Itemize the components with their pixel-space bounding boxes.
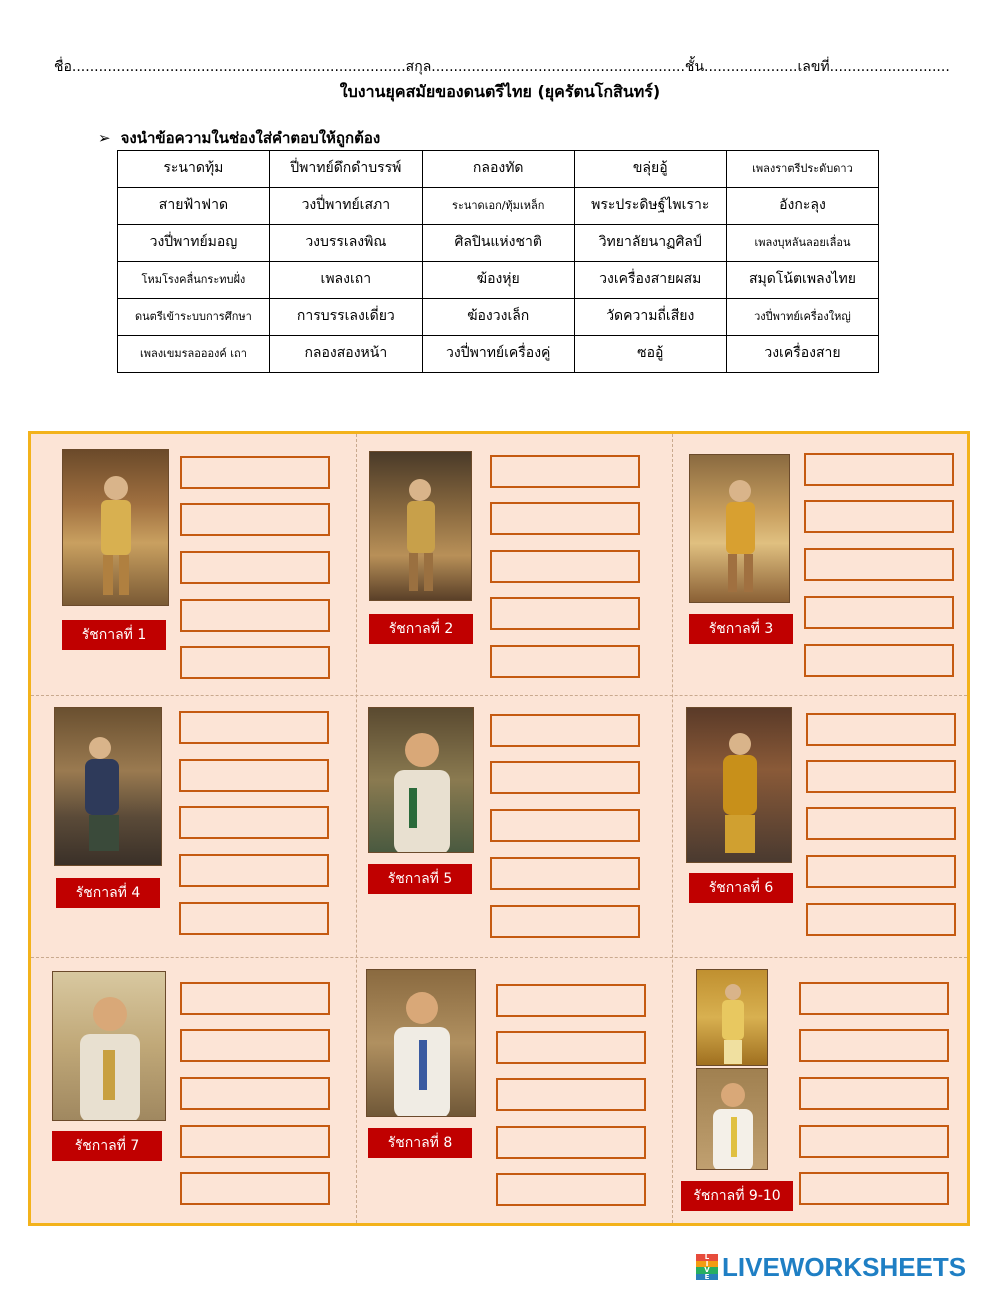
answer-drop-box[interactable]	[180, 503, 330, 536]
answer-drop-box[interactable]	[496, 1031, 646, 1064]
king-portrait-image	[696, 969, 768, 1066]
answer-drop-box[interactable]	[490, 455, 640, 488]
answer-drop-box[interactable]	[179, 806, 329, 839]
answer-drop-box[interactable]	[490, 645, 640, 678]
answer-drop-box[interactable]	[806, 807, 956, 840]
word-cell[interactable]: วิทยาลัยนาฏศิลป์	[574, 225, 726, 262]
word-cell[interactable]: ระนาดเอก/ทุ้มเหล็ก	[422, 188, 574, 225]
word-cell[interactable]: โหมโรงคลื่นกระทบฝั่ง	[118, 262, 270, 299]
answer-drop-box[interactable]	[799, 1172, 949, 1205]
arrow-bullet-icon: ➢	[98, 129, 111, 147]
logo-text: LIVEWORKSHEETS	[722, 1251, 967, 1282]
instruction-text: จงนำข้อความในช่องใส่คำตอบให้ถูกต้อง	[120, 129, 381, 147]
divider	[356, 434, 357, 1223]
king-portrait-image	[369, 451, 472, 601]
answer-drop-box[interactable]	[799, 1125, 949, 1158]
reign-label: รัชกาลที่ 2	[369, 614, 473, 644]
reign-label: รัชกาลที่ 5	[368, 864, 472, 894]
king-portrait-image	[686, 707, 792, 863]
king-portrait-image	[366, 969, 476, 1117]
reign-label: รัชกาลที่ 7	[52, 1131, 162, 1161]
word-cell[interactable]: ดนตรีเข้าระบบการศึกษา	[118, 299, 270, 336]
word-cell[interactable]: ปี่พาทย์ดึกดำบรรพ์	[269, 151, 422, 188]
word-cell[interactable]: ซออู้	[574, 336, 726, 373]
word-cell[interactable]: ศิลปินแห่งชาติ	[422, 225, 574, 262]
liveworksheets-logo-icon: L I V E	[696, 1254, 718, 1280]
answer-drop-box[interactable]	[180, 1125, 330, 1158]
table-row	[118, 262, 879, 299]
answer-drop-box[interactable]	[180, 456, 330, 489]
king-portrait-image	[52, 971, 166, 1121]
answer-drop-box[interactable]	[179, 711, 329, 744]
answer-drop-box[interactable]	[490, 809, 640, 842]
reign-label: รัชกาลที่ 6	[689, 873, 793, 903]
word-cell[interactable]: สายฟ้าฟาด	[118, 188, 270, 225]
word-cell[interactable]: วงเครื่องสาย	[726, 336, 878, 373]
word-cell[interactable]: วงบรรเลงพิณ	[269, 225, 422, 262]
instruction	[98, 126, 380, 150]
table-row	[118, 225, 879, 262]
answer-drop-box[interactable]	[490, 857, 640, 890]
answer-drop-box[interactable]	[180, 599, 330, 632]
answer-drop-box[interactable]	[180, 646, 330, 679]
worksheet-title: ใบงานยุคสมัยของดนตรีไทย (ยุครัตนโกสินทร์)	[339, 82, 661, 101]
answer-drop-box[interactable]	[496, 1173, 646, 1206]
word-cell[interactable]: วงปี่พาทย์มอญ	[118, 225, 270, 262]
table-row	[118, 299, 879, 336]
word-cell[interactable]: สมุดโน้ตเพลงไทย	[726, 262, 878, 299]
answer-drop-box[interactable]	[799, 1029, 949, 1062]
answer-drop-box[interactable]	[804, 453, 954, 486]
answer-drop-box[interactable]	[490, 550, 640, 583]
king-portrait-image	[54, 707, 162, 866]
word-cell[interactable]: เพลงบุหลันลอยเลื่อน	[726, 225, 878, 262]
answer-drop-box[interactable]	[179, 902, 329, 935]
king-portrait-image	[689, 454, 790, 603]
answer-drop-box[interactable]	[806, 760, 956, 793]
answer-drop-box[interactable]	[804, 548, 954, 581]
answer-drop-box[interactable]	[806, 713, 956, 746]
word-cell[interactable]: พระประดิษฐ์ไพเราะ	[574, 188, 726, 225]
divider	[31, 957, 967, 958]
word-cell[interactable]: เพลงเขมรลออองค์ เถา	[118, 336, 270, 373]
word-cell[interactable]: กลองสองหน้า	[269, 336, 422, 373]
answer-drop-box[interactable]	[799, 982, 949, 1015]
word-cell[interactable]: การบรรเลงเดี่ยว	[269, 299, 422, 336]
word-cell[interactable]: กลองทัด	[422, 151, 574, 188]
answer-drop-box[interactable]	[804, 500, 954, 533]
word-cell[interactable]: วงปี่พาทย์เครื่องใหญ่	[726, 299, 878, 336]
word-cell[interactable]: วงปี่พาทย์เสภา	[269, 188, 422, 225]
table-row	[118, 151, 879, 188]
reign-label: รัชกาลที่ 9-10	[681, 1181, 793, 1211]
student-info-line: ชื่อ...........................................................................สกุล.........................................................ชั้น.....................เลขที่...........................	[54, 59, 950, 75]
answer-drop-box[interactable]	[490, 905, 640, 938]
word-cell[interactable]: เพลงราตรีประดับดาว	[726, 151, 878, 188]
divider	[672, 434, 673, 1223]
word-cell[interactable]: ฆ้องหุ่ย	[422, 262, 574, 299]
word-cell[interactable]: เพลงเถา	[269, 262, 422, 299]
king-portrait-image	[696, 1068, 768, 1170]
answer-drop-box[interactable]	[496, 1078, 646, 1111]
answer-drop-box[interactable]	[490, 597, 640, 630]
answer-drop-box[interactable]	[180, 1077, 330, 1110]
word-cell[interactable]: ฆ้องวงเล็ก	[422, 299, 574, 336]
answer-drop-box[interactable]	[496, 984, 646, 1017]
word-cell[interactable]: อังกะลุง	[726, 188, 878, 225]
answer-drop-box[interactable]	[490, 761, 640, 794]
answer-drop-box[interactable]	[490, 502, 640, 535]
reign-label: รัชกาลที่ 8	[368, 1128, 472, 1158]
table-row	[118, 336, 879, 373]
word-cell[interactable]: วงปี่พาทย์เครื่องคู่	[422, 336, 574, 373]
answer-drop-box[interactable]	[804, 644, 954, 677]
answer-drop-box[interactable]	[804, 596, 954, 629]
word-cell[interactable]: ระนาดทุ้ม	[118, 151, 270, 188]
answer-drop-box[interactable]	[799, 1077, 949, 1110]
answer-drop-box[interactable]	[496, 1126, 646, 1159]
divider	[31, 695, 967, 696]
word-cell[interactable]: วงเครื่องสายผสม	[574, 262, 726, 299]
reign-label: รัชกาลที่ 1	[62, 620, 166, 650]
answer-drop-box[interactable]	[180, 1029, 330, 1062]
liveworksheets-logo[interactable]	[696, 1252, 966, 1282]
answer-drop-box[interactable]	[179, 759, 329, 792]
answer-drop-box[interactable]	[180, 1172, 330, 1205]
answer-drop-box[interactable]	[490, 714, 640, 747]
king-portrait-image	[62, 449, 169, 606]
answer-drop-box[interactable]	[806, 903, 956, 936]
answer-drop-box[interactable]	[806, 855, 956, 888]
word-cell[interactable]: ขลุ่ยอู้	[574, 151, 726, 188]
answer-drop-box[interactable]	[180, 982, 330, 1015]
word-bank-table	[117, 150, 879, 373]
word-cell[interactable]: วัดความถี่เสียง	[574, 299, 726, 336]
reign-label: รัชกาลที่ 4	[56, 878, 160, 908]
table-row	[118, 188, 879, 225]
reign-label: รัชกาลที่ 3	[689, 614, 793, 644]
answer-drop-box[interactable]	[180, 551, 330, 584]
king-portrait-image	[368, 707, 474, 853]
answer-drop-box[interactable]	[179, 854, 329, 887]
